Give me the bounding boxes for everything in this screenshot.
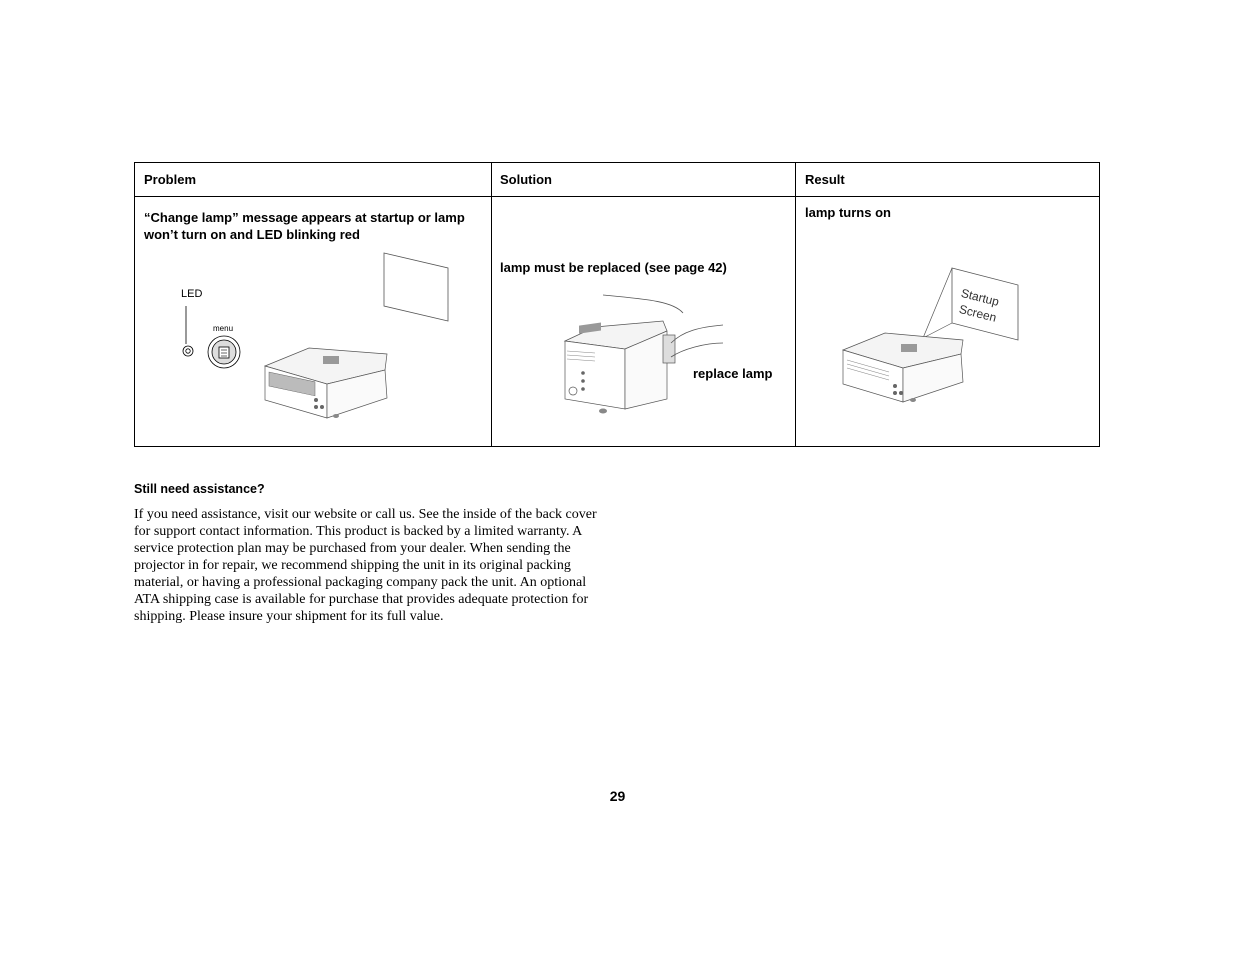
screen-text-line1: Startup [959,286,1001,309]
troubleshooting-table [134,162,1100,447]
problem-text: “Change lamp” message appears at startup or lamp won’t turn on and LED blinking red [144,210,465,242]
table-header-row [135,163,1099,197]
header-solution: Solution [500,172,552,187]
column-divider [795,163,796,446]
startup-screen-figure [835,258,1035,418]
solution-text: lamp must be replaced (see page 42) [500,260,727,275]
header-result: Result [805,172,845,187]
screen-text-line2: Screen [957,302,998,325]
assistance-paragraph: If you need assistance, visit our website or call us. See the inside of the back cover for support contact information. This product is backed by a limited warranty. A service protection plan may be purchased from your dealer. When sending the projector in for repair, we recommend shipping the unit in its original packing material, or having a professional packaging company pack the unit. An optional ATA shipping case is available for purchase that provides adequate protection for shipping. Please insure your shipment for its full value. [134,507,597,624]
replace-lamp-figure [555,291,725,416]
replace-lamp-callout: replace lamp [693,366,773,381]
projector-led-figure [165,248,465,423]
result-text: lamp turns on [805,205,891,220]
menu-label: menu [213,324,234,333]
header-problem: Problem [144,172,197,187]
page-number: 29 [609,788,626,804]
column-divider [491,163,492,446]
assistance-heading: Still need assistance? [134,482,265,496]
led-label: LED [181,288,203,300]
